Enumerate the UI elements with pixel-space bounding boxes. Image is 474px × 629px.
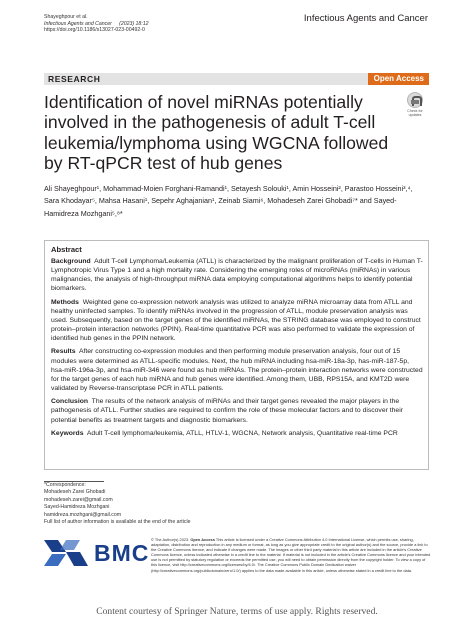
article-type-banner: [44, 73, 429, 85]
correspondent-email-1[interactable]: mohadeseh.zarei@gmail.com: [44, 496, 113, 503]
correspondent-name-1: Mohadeseh Zarei Ghobadi: [44, 489, 106, 496]
methods-text: Weighted gene co-expression network analysis was utilized to analyze miRNA microarray data from ATLL and healthy uninfected samples. To identify miRNAs involved in the progression of ATLL, module preservation analysis was used. Subsequently, based on the target genes of the identified miRNAs, the STRING database was employed to construct protein–protein interaction networks (PPIN). Real-time quantitative PCR was also performed to validate the expression of identified hub genes in the PPIN network.: [51, 298, 421, 343]
running-header: [44, 14, 149, 34]
abstract-keywords: [51, 429, 423, 438]
keywords-text: Adult T-cell lymphoma/leukemia, ATLL, HTLV-1, WGCNA, Network analysis, Quantitative real-time PCR: [86, 429, 398, 437]
check-for-updates-button[interactable]: [402, 92, 428, 117]
abstract-results: [51, 347, 423, 393]
license-copyright: © The Author(s) 2023.: [151, 537, 190, 542]
abstract-box: [44, 240, 429, 470]
methods-label: Methods: [51, 298, 79, 306]
results-text: After constructing co-expression modules and then performing module preservation analysis, four out of 15 modules were determined as ATLL-specific modules. Next, the hub miRNA including hsa-miR-18a-3p, has-miR-187-5p, hsa-miR-196a-3p, and hsa-miR-346 were found as hub miRNAs. The protein–protein interaction networks were constructed for the target genes of each hub miRNA and hub genes were identified. Among them, UBB, RPS15A, and KMT2D were validated by Reverse-transcriptase PCR in ATLL patients.: [51, 348, 423, 393]
open-access-badge: Open Access: [368, 73, 429, 85]
correspondent-name-2: Sayed-Hamidreza Mozhgani: [44, 504, 110, 511]
springer-courtesy-notice: Content courtesy of Springer Nature, terms of use apply. Rights reserved.: [96, 606, 378, 617]
background-text: Adult T-cell Lymphoma/Leukemia (ATLL) is characterized by the malignant proliferation of T-cells in Human T-Lymphotropic Virus Type 1 and a high mortality rate. Considering the emerging roles of microRNAs (miRNAs) in various malignancies, the analysis of high-throughput miRNA data employing computational algorithms helps to identify potential biomarkers.: [51, 258, 423, 293]
research-label: RESEARCH: [48, 74, 101, 84]
header-doi[interactable]: https://doi.org/10.1186/s13027-023-00492-0: [44, 27, 145, 34]
license-statement: [151, 537, 431, 573]
bmc-emblem-icon: [44, 538, 88, 568]
license-open-access: Open Access: [190, 537, 215, 542]
bmc-logo: [44, 538, 150, 568]
results-label: Results: [51, 348, 76, 356]
article-title: Identification of novel miRNAs potentially involved in the pathogenesis of adult T-cell leukemia/lymphoma using WGCNA followed by RT-qPCR test of hub genes: [44, 92, 389, 173]
header-citation: [44, 21, 149, 27]
correspondence-label: *Correspondence:: [44, 482, 86, 488]
crossmark-label: Check for updates: [407, 109, 423, 118]
crossmark-icon: [407, 92, 423, 108]
correspondent-email-2[interactable]: hamidreza.mozhgani@gmail.com: [44, 511, 122, 518]
conclusion-label: Conclusion: [51, 398, 89, 406]
abstract-background: [51, 257, 423, 294]
conclusion-text: The results of the network analysis of miRNAs and their target genes revealed the major players in the pathogenesis of ATLL. Further studies are required to confirm the role of these molecular factors and to discover their potential benefits as treatment targets and diagnostic biomarkers.: [51, 398, 403, 424]
header-journal-ref: Infectious Agents and Cancer: [44, 20, 112, 27]
journal-name: Infectious Agents and Cancer: [303, 13, 428, 24]
abstract-conclusion: [51, 397, 423, 424]
license-text: This article is licensed under a Creative Commons Attribution 4.0 International License, which permits use, sharing, adaptation, distribution and reproduction in any medium or format, as long as you give appropriate credit to the original author(s) and the source, provide a link to the Creative Commons licence, and indicate if changes were made. The images or other third party material in this article are included in the article's Creative Commons licence, unless indicated otherwise in a credit line to the material. If material is not included in the article's Creative Commons licence and your intended use is not permitted by statutory regulation or exceeds the permitted use, you will need to obtain permission directly from the copyright holder. To view a copy of this licence, visit http://creativecommons.org/licenses/by/4.0/. The Creative Commons Public Domain Dedication waiver (http://creativecommons.org/publicdomain/zero/1.0/) applies to the data made available in this article, unless otherwise stated in a credit line to the data.: [151, 537, 431, 573]
author-info-note: Full list of author information is available at the end of the article: [44, 519, 191, 526]
abstract-heading: Abstract: [51, 245, 82, 254]
background-label: Background: [51, 258, 91, 265]
keywords-label: Keywords: [51, 429, 84, 437]
abstract-methods: [51, 298, 423, 344]
author-list: Ali Shayeghpour¹, Mohammad-Moien Forghani-Ramandi¹, Setayesh Solouki¹, Amin Hosseini², Parastoo Hosseini³,⁴, Sara Khodayar⁵, Mahsa Hasani¹, Sepehr Aghajanian¹, Zeinab Siami⁶, Mohadeseh Zarei Ghobadi⁷* and Sayed-Hamidreza Mozhgani⁵,⁸*: [44, 184, 413, 218]
bmc-wordmark: BMC: [94, 540, 150, 566]
correspondence-footnote: [44, 482, 304, 526]
header-year-volume: (2023) 18:12: [119, 20, 149, 27]
abstract-body: [51, 257, 423, 442]
header-author: Shayeghpour et al.: [44, 14, 88, 20]
